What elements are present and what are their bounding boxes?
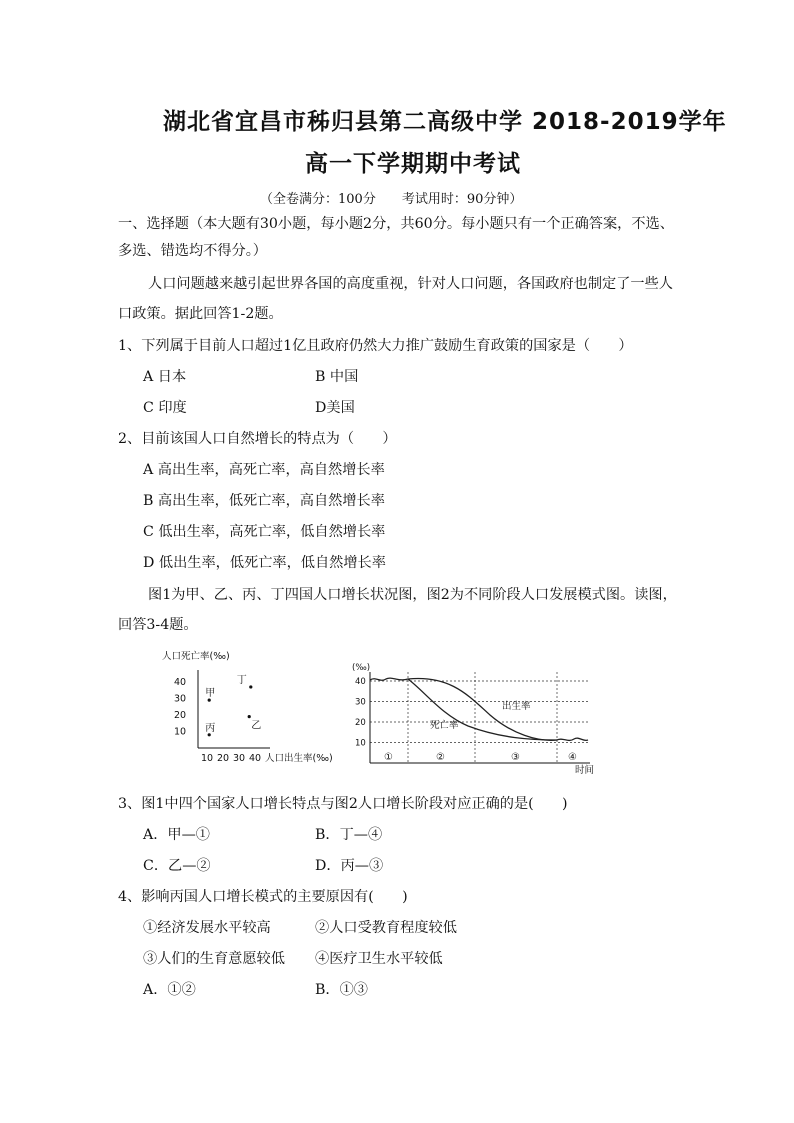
figure2-ytick-label: 30 — [355, 697, 366, 708]
passage2-line2: 回答3-4题。 — [118, 617, 198, 633]
q2-option-c: C 低出生率，高死亡率，低自然增长率 — [143, 524, 386, 540]
figure2-stage-label: ③ — [511, 752, 520, 763]
figure1-point-label: 甲 — [205, 688, 216, 700]
q1-option-a: A 日本 — [143, 369, 187, 385]
figure1-ytick-label: 30 — [174, 693, 187, 705]
figure1-point — [248, 715, 251, 718]
section-heading-line1: 一、选择题（本大题有30小题，每小题2分，共60分。每小题只有一个正确答案，不选、 — [118, 216, 674, 232]
q3-stem: 3、图1中四个国家人口增长特点与图2人口增长阶段对应正确的是( ) — [118, 796, 568, 812]
figure1-scatter — [160, 648, 340, 778]
page-title-line2: 高一下学期期中考试 — [305, 151, 521, 177]
figure2-stage-label: ② — [436, 752, 445, 763]
q1-option-b: B 中国 — [315, 369, 359, 385]
q2-option-b: B 高出生率，低死亡率，高自然增长率 — [143, 493, 385, 509]
q4-item-1: ①经济发展水平较高 — [143, 920, 271, 936]
q4-item-4: ④医疗卫生水平较低 — [315, 951, 443, 967]
figure2-stage-label: ① — [384, 752, 393, 763]
passage1-line1: 人口问题越来越引起世界各国的高度重视，针对人口问题，各国政府也制定了一些人 — [148, 276, 673, 292]
figure2-ytick-label: 20 — [355, 718, 366, 728]
exam-info: （全卷满分：100分 考试用时：90分钟） — [260, 192, 523, 207]
q3-option-c: C．乙—② — [143, 858, 211, 874]
q2-option-d: D 低出生率，低死亡率，低自然增长率 — [143, 555, 386, 571]
figure1-point-label: 丁 — [236, 674, 247, 686]
q1-option-c: C 印度 — [143, 400, 187, 416]
figure1-point — [249, 685, 252, 688]
figure1-point-label: 乙 — [251, 720, 262, 732]
q4-item-2: ②人口受教育程度较低 — [315, 920, 457, 936]
figure1-xlabel: 人口出生率(‰) — [265, 753, 333, 764]
figure2-death-rate-curve — [408, 679, 588, 740]
figure1-xtick-label: 10 — [201, 753, 214, 764]
q4-option-a: A．①② — [143, 982, 196, 998]
q1-stem: 1、下列属于目前人口超过1亿且政府仍然大力推广鼓励生育政策的国家是（ ） — [118, 338, 633, 354]
figure2-death-label: 死亡率 — [430, 720, 459, 731]
figure2-birth-label: 出生率 — [502, 701, 531, 712]
q4-option-b: B．①③ — [315, 982, 368, 998]
figure1-ytick-label: 40 — [174, 677, 187, 688]
passage2-line1: 图1为甲、乙、丙、丁四国人口增长状况图，图2为不同阶段人口发展模式图。读图， — [148, 587, 677, 603]
figure2-ytick-label: 40 — [355, 677, 366, 687]
q2-option-a: A 高出生率，高死亡率，高自然增长率 — [143, 462, 385, 478]
section-heading-line2: 多选、错选均不得分。） — [118, 243, 267, 259]
figure1-ytick-label: 20 — [174, 710, 187, 721]
figure2-unit: (‰) — [352, 663, 371, 673]
figure2-stage-label: ④ — [568, 752, 577, 763]
figure1-xtick-label: 30 — [233, 753, 246, 764]
figure1-ytick-label: 10 — [174, 726, 187, 738]
figure1-xtick-label: 20 — [217, 753, 230, 764]
q3-option-b: B．丁—④ — [315, 827, 383, 843]
q3-option-d: D．丙—③ — [315, 858, 384, 874]
passage1-line2: 口政策。据此回答1-2题。 — [118, 306, 283, 322]
q2-stem: 2、目前该国人口自然增长的特点为（ ） — [118, 431, 397, 447]
q4-stem: 4、影响丙国人口增长模式的主要原因有( ) — [118, 889, 408, 905]
figure1-xtick-label: 40 — [249, 753, 262, 764]
figure2-transition-model — [350, 660, 600, 778]
q3-option-a: A．甲—① — [143, 827, 210, 843]
q4-item-3: ③人们的生育意愿较低 — [143, 951, 285, 967]
q1-option-d: D美国 — [315, 400, 355, 416]
figure2-ytick-label: 10 — [355, 738, 366, 749]
figure1-point-label: 丙 — [205, 722, 216, 734]
page-title-line1: 湖北省宜昌市秭归县第二高级中学 2018-2019学年 — [163, 109, 727, 135]
figure2-xlabel: 时间 — [575, 765, 595, 776]
figure1-ylabel: 人口死亡率(‰) — [162, 651, 230, 662]
